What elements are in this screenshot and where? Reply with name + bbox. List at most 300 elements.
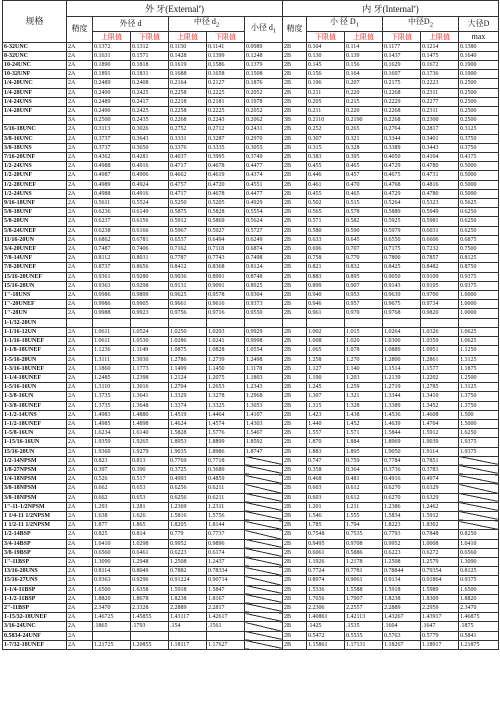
int-mid-upper-cell: 1.5989 — [421, 585, 459, 594]
outer-lower-cell: 1.0524 — [131, 327, 169, 336]
internal-class-cell: 2B — [283, 475, 307, 484]
outer-lower-cell: 0.517 — [131, 475, 169, 484]
internal-class-cell: 2B — [283, 493, 307, 502]
ext-mid-upper-cell: 0.4757 — [169, 180, 207, 189]
table-row — [3, 401, 499, 410]
external-class-cell: 2A — [67, 401, 93, 410]
ext-mid-upper-cell: 0.1428 — [169, 51, 207, 60]
table-row — [3, 134, 499, 143]
int-minor-lower-cell: 0.603 — [307, 484, 345, 493]
int-minor-upper-cell: 0.465 — [345, 189, 383, 198]
internal-class-cell: 2B — [283, 521, 307, 530]
table-row — [3, 88, 499, 97]
spec-cell: 1-1/16-18UNEF — [3, 337, 67, 346]
spec-cell: 1/4-24UNS — [3, 97, 67, 106]
int-mid-upper-cell: 2.2959 — [421, 603, 459, 612]
ext-mid-lower-cell: 0.4678 — [207, 189, 245, 198]
int-mid-lower-cell: 1.5918 — [383, 585, 421, 594]
int-mid-upper-cell: 0.6031 — [421, 226, 459, 235]
outer-lower-cell: 0.6149 — [131, 208, 169, 217]
int-minor-upper-header: 上限值 — [345, 31, 383, 42]
int-minor-upper-cell: 0.515 — [345, 199, 383, 208]
spec-cell: 1/2-14NPSM — [3, 456, 67, 465]
int-minor-upper-cell: 0.481 — [345, 475, 383, 484]
external-class-cell: 2A — [67, 640, 93, 649]
major-max-cell: 0.6875 — [459, 235, 499, 244]
outer-lower-cell: 0.4924 — [131, 180, 169, 189]
ext-minor-cell: 1.2343 — [245, 383, 283, 392]
int-mid-upper-cell: 0.4974 — [421, 475, 459, 484]
external-class-cell: 2A — [67, 502, 93, 511]
spec-cell: 1-1/2-11BSP — [3, 594, 67, 603]
ext-mid-lower-cell: 0.1399 — [207, 51, 245, 60]
external-class-cell: 2A — [67, 143, 93, 152]
int-minor-upper-cell: 0.578 — [345, 208, 383, 217]
outer-upper-cell: 1.638 — [93, 511, 131, 520]
outer-upper-cell: 0.2500 — [93, 116, 131, 125]
table-row — [3, 171, 499, 180]
external-class-cell: 2A — [67, 70, 93, 79]
internal-class-cell: 3B — [283, 116, 307, 125]
internal-class-cell: 2B — [283, 134, 307, 143]
ext-mid-upper-cell: 1.5816 — [169, 511, 207, 520]
int-minor-lower-cell: 0.696 — [307, 245, 345, 254]
int-mid-lower-cell: 0.3389 — [383, 143, 421, 152]
int-mid-upper-header: 上限值 — [421, 31, 459, 42]
external-class-cell: 2A — [67, 438, 93, 447]
spec-cell: 1 1/4-11 1/2NPSM — [3, 511, 67, 520]
ext-mid-upper-cell: 1.3374 — [169, 401, 207, 410]
ext-mid-lower-cell: 0.9616 — [207, 300, 245, 309]
int-minor-upper-cell: 1.140 — [345, 364, 383, 373]
outer-lower-cell: 1.865 — [131, 521, 169, 530]
int-mid-upper-cell: 1.0359 — [421, 337, 459, 346]
outer-lower-cell: 1.4880 — [131, 410, 169, 419]
internal-class-cell: 2B — [283, 631, 307, 640]
external-close: ) — [200, 4, 204, 14]
int-minor-lower-cell: 1.008 — [307, 337, 345, 346]
int-mid-lower-cell: 1.8969 — [383, 438, 421, 447]
table-row — [3, 162, 499, 171]
ext-mid-upper-cell — [169, 318, 207, 327]
int-mid-upper-cell: 0.91864 — [421, 576, 459, 585]
int-mid-lower-cell: 0.8425 — [383, 263, 421, 272]
spec-cell: 3/8-19BSP — [3, 548, 67, 557]
major-diameter-header: 大径D — [459, 17, 499, 32]
internal-class-cell: 2B — [283, 281, 307, 290]
int-minor-lower-cell: 1.201 — [307, 502, 345, 511]
external-class-cell: 2A — [67, 42, 93, 51]
int-minor-lower-cell: 0.7548 — [307, 530, 345, 539]
int-mid-lower-cell: 0.2175 — [383, 79, 421, 88]
ext-mid-upper-cell: 0.7162 — [169, 245, 207, 254]
outer-upper-cell: .1865 — [93, 622, 131, 631]
ext-mid-upper-cell: 1.4624 — [169, 419, 207, 428]
int-minor-upper-cell: 0.759 — [345, 456, 383, 465]
major-max-cell: 0.2500 — [459, 79, 499, 88]
spec-cell: 1"-28UN — [3, 309, 67, 318]
table-row — [3, 291, 499, 300]
ext-mid-upper-cell: 1.5828 — [169, 429, 207, 438]
table-header — [3, 1, 499, 43]
spec-cell: 15/16-20UN — [3, 447, 67, 456]
table-row — [3, 484, 499, 493]
int-mid-upper-cell: 1.4608 — [421, 410, 459, 419]
major-max-cell: 1.0625 — [459, 337, 499, 346]
int-minor-upper-cell: 1.17131 — [345, 640, 383, 649]
ext-mid-upper-cell: 1.4519 — [169, 410, 207, 419]
ext-mid-lower-cell: 1.2739 — [207, 355, 245, 364]
outer-lower-cell: 0.1571 — [131, 51, 169, 60]
major-max-cell: 1.6500 — [459, 585, 499, 594]
ext-mid-upper-cell: 0.2268 — [169, 116, 207, 125]
outer-lower-cell: 0.8049 — [131, 567, 169, 576]
outer-lower-cell: 0.6166 — [131, 226, 169, 235]
major-max-cell: 1.0000 — [459, 300, 499, 309]
major-max-cell: 0.1900 — [459, 70, 499, 79]
external-class-cell: 2A — [67, 97, 93, 106]
internal-class-cell: 2B — [283, 603, 307, 612]
int-minor-lower-cell: 0.156 — [307, 70, 345, 79]
ext-mid-lower-cell: 0.7718 — [207, 456, 245, 465]
int-mid-lower-cell: 1.8223 — [383, 521, 421, 530]
int-minor-upper-cell: 0.770 — [345, 254, 383, 263]
int-mid-lower-cell: 0.9675 — [383, 300, 421, 309]
spec-cell: 1-1/16-12UN — [3, 327, 67, 336]
ext-mid-lower-cell: 0.4859 — [207, 475, 245, 484]
int-minor-lower-cell: 0.468 — [307, 475, 345, 484]
int-mid-lower-cell: 0.1629 — [383, 61, 421, 70]
external-class-cell: 2A — [67, 235, 93, 244]
int-mid-upper-cell: 0.1475 — [421, 51, 459, 60]
external-class-cell: 2A — [67, 134, 93, 143]
outer-upper-cell: 2.3470 — [93, 603, 131, 612]
ext-minor-cell: 0.3055 — [245, 143, 283, 152]
int-mid-upper-cell: 1.2202 — [421, 373, 459, 382]
int-minor-lower-cell: 1.127 — [307, 364, 345, 373]
major-max-cell: 1.0625 — [459, 327, 499, 336]
int-minor-lower-cell: 1.245 — [307, 383, 345, 392]
int-mid-upper-cell: 0.1736 — [421, 70, 459, 79]
major-max-cell: 0.1640 — [459, 51, 499, 60]
int-mid-upper-cell: 0.2223 — [421, 79, 459, 88]
outer-lower-cell: 0.9905 — [131, 300, 169, 309]
ext-mid-upper-cell: 0.4993 — [169, 475, 207, 484]
ext-mid-lower-cell: 1.0828 — [207, 346, 245, 355]
int-minor-upper-cell: 0.645 — [345, 235, 383, 244]
outer-upper-cell: 1.8820 — [93, 594, 131, 603]
ext-mid-lower-cell: 1.17627 — [207, 640, 245, 649]
internal-class-cell: 2B — [283, 337, 307, 346]
int-mid-lower-cell: 0.5979 — [383, 226, 421, 235]
int-mid-upper-cell: 1.3452 — [421, 401, 459, 410]
int-mid-lower-cell: 0.2229 — [383, 97, 421, 106]
ext-minor-cell: 0.4374 — [245, 171, 283, 180]
int-minor-upper-cell: 1.259 — [345, 383, 383, 392]
ext-mid-upper-cell: 0.2164 — [169, 79, 207, 88]
ext-mid-lower-cell: 0.2712 — [207, 125, 245, 134]
int-mid-lower-cell: 0.5925 — [383, 217, 421, 226]
int-minor-upper-cell: 0.953 — [345, 291, 383, 300]
spec-cell: 8-32UNC — [3, 51, 67, 60]
int-minor-lower-cell: 1.190 — [307, 373, 345, 382]
outer-lower-cell: 1.3030 — [131, 355, 169, 364]
ext-minor-cell: 1.8747 — [245, 447, 283, 456]
spec-cell: 1-7/32-18UNEF — [3, 640, 67, 649]
table-row — [3, 189, 499, 198]
int-mid-lower-cell: 2.2889 — [383, 603, 421, 612]
major-max-cell: 0.9375 — [459, 272, 499, 281]
spec-cell: 1-5/16-16UN — [3, 383, 67, 392]
int-mid-lower-cell: 0.1697 — [383, 70, 421, 79]
external-class-cell: 2A — [67, 153, 93, 162]
external-class-cell: 2A — [67, 493, 93, 502]
spec-cell: 11/16-20UN — [3, 235, 67, 244]
internal-class-cell: 2B — [283, 291, 307, 300]
ext-minor-cell: 1.3053 — [245, 401, 283, 410]
int-mid-upper-cell: 0.7848 — [421, 530, 459, 539]
internal-class-cell: 2B — [283, 272, 307, 281]
internal-class-cell: 2B — [283, 594, 307, 603]
internal-class-cell: 2B — [283, 585, 307, 594]
ext-minor-cell: 1.5467 — [245, 429, 283, 438]
external-sup: e — [198, 5, 201, 10]
ext-mid-upper-cell: 0.2218 — [169, 97, 207, 106]
spec-header: 规格 — [3, 1, 67, 43]
int-minor-lower-cell: 1.307 — [307, 392, 345, 401]
spec-cell: 7/8-20UNEF — [3, 263, 67, 272]
ext-minor-cell: 0.9550 — [245, 309, 283, 318]
internal-class-cell — [283, 318, 307, 327]
table-row — [3, 603, 499, 612]
table-row — [3, 107, 499, 116]
int-minor-lower-cell: 0.9495 — [307, 539, 345, 548]
table-row — [3, 79, 499, 88]
outer-upper-cell: 1.2485 — [93, 373, 131, 382]
ext-minor-cell — [245, 613, 283, 622]
outer-upper-cell — [93, 631, 131, 640]
int-minor-lower-cell: 1.065 — [307, 346, 345, 355]
outer-lower-cell: 0.9296 — [131, 576, 169, 585]
ext-minor-cell: 0.7498 — [245, 254, 283, 263]
table-row — [3, 548, 499, 557]
outer-lower-cell: 0.814 — [131, 530, 169, 539]
int-mid-lower-cell: 0.3736 — [383, 465, 421, 474]
int-mid-upper-cell: 0.2300 — [421, 116, 459, 125]
internal-class-cell: 2B — [283, 640, 307, 649]
outer-lower-header: 下限值 — [131, 31, 169, 42]
external-class-cell: 2A — [67, 539, 93, 548]
table-row — [3, 116, 499, 125]
major-max-cell — [459, 465, 499, 474]
major-max-cell — [459, 475, 499, 484]
table-row — [3, 594, 499, 603]
outer-lower-cell: 0.1312 — [131, 42, 169, 51]
ext-minor-cell: 0.4477 — [245, 189, 283, 198]
spec-cell: 3/8-16UNC — [3, 134, 67, 143]
table-row — [3, 419, 499, 428]
int-minor-upper-cell: 2.2557 — [345, 603, 383, 612]
internal-class-cell: 2B — [283, 153, 307, 162]
int-minor-lower-cell: 0.315 — [307, 143, 345, 152]
internal-class-cell: 2B — [283, 346, 307, 355]
int-mid-lower-cell: 0.2268 — [383, 88, 421, 97]
ext-mid-lower-cell — [207, 318, 245, 327]
int-mid-lower-cell: 1.3344 — [383, 392, 421, 401]
int-minor-lower-cell: 1.423 — [307, 410, 345, 419]
outer-upper-cell: 1.4985 — [93, 419, 131, 428]
outer-upper-cell: 0.4988 — [93, 162, 131, 171]
int-mid-upper-cell: 1.9039 — [421, 438, 459, 447]
major-max-cell — [459, 511, 499, 520]
ext-minor-cell — [245, 456, 283, 465]
internal-precision-header: 精度 — [283, 17, 307, 43]
int-mid-upper-cell: 0.9195 — [421, 281, 459, 290]
int-mid-lower-cell — [383, 318, 421, 327]
ext-minor-cell: 0.3749 — [245, 153, 283, 162]
external-thread-header — [67, 1, 283, 17]
spec-cell: 1-15/16-16UN — [3, 438, 67, 447]
int-mid-upper-cell: 0.9700 — [421, 291, 459, 300]
major-max-cell: 0.1380 — [459, 42, 499, 51]
major-max-cell: 1.46875 — [459, 613, 499, 622]
ext-mid-lower-cell: 0.2243 — [207, 116, 245, 125]
outer-lower-cell: 0.4906 — [131, 171, 169, 180]
external-class-cell: 2A — [67, 594, 93, 603]
int-minor-upper-cell: 0.582 — [345, 217, 383, 226]
major-max-cell: 1.5000 — [459, 419, 499, 428]
spec-cell: 1-1/2-14UNS — [3, 410, 67, 419]
external-class-cell: 2A — [67, 383, 93, 392]
int-mid-upper-cell: 1.18917 — [421, 640, 459, 649]
outer-lower-cell: 1.3016 — [131, 383, 169, 392]
table-row — [3, 557, 499, 566]
ext-minor-cell: 1.8592 — [245, 438, 283, 447]
external-class-cell: 2A — [67, 291, 93, 300]
outer-upper-cell: 1.3735 — [93, 392, 131, 401]
table-row — [3, 567, 499, 576]
outer-upper-cell: 0.2489 — [93, 79, 131, 88]
spec-cell: 7/16-20UNF — [3, 153, 67, 162]
table-row — [3, 226, 499, 235]
ext-mid-lower-cell: 1.8167 — [207, 594, 245, 603]
outer-lower-cell: 1.1773 — [131, 364, 169, 373]
int-mid-upper-cell: 1.9114 — [421, 447, 459, 456]
int-mid-upper-cell: 0.2277 — [421, 97, 459, 106]
ext-minor-cell: 0.4551 — [245, 180, 283, 189]
outer-upper-cell: 0.2489 — [93, 97, 131, 106]
table-row — [3, 383, 499, 392]
ext-mid-lower-cell — [207, 631, 245, 640]
int-minor-upper-cell: 0.612 — [345, 484, 383, 493]
outer-lower-cell: 1.45855 — [131, 613, 169, 622]
major-max-cell — [459, 318, 499, 327]
major-max-cell: 1.21875 — [459, 640, 499, 649]
int-minor-lower-cell: 1.7656 — [307, 594, 345, 603]
major-max-cell — [459, 502, 499, 511]
int-minor-lower-cell: 0.758 — [307, 254, 345, 263]
outer-lower-cell — [131, 631, 169, 640]
spec-cell: 1 1/2-11 1/2NPSM — [3, 521, 67, 530]
int-mid-lower-cell: 0.9768 — [383, 309, 421, 318]
internal-class-cell: 2B — [283, 355, 307, 364]
outer-lower-cell: 0.8031 — [131, 254, 169, 263]
outer-diameter-header: 外径 d — [93, 17, 169, 32]
int-minor-lower-cell: 1.546 — [307, 511, 345, 520]
int-mid-lower-cell: 0.4729 — [383, 162, 421, 171]
int-minor-upper-cell: 1.270 — [345, 355, 383, 364]
int-mid-lower-cell: 1.8238 — [383, 594, 421, 603]
major-max-cell: 1.8820 — [459, 594, 499, 603]
ext-mid-lower-cell: 0.9578 — [207, 291, 245, 300]
outer-upper-cell: 0.4988 — [93, 189, 131, 198]
external-class-cell: 2A — [67, 603, 93, 612]
ext-mid-lower-cell: 0.5828 — [207, 208, 245, 217]
ext-mid-upper-cell: 1.0286 — [169, 337, 207, 346]
ext-mid-lower-cell: 1.3325 — [207, 401, 245, 410]
ext-mid-lower-cell: 0.9716 — [207, 309, 245, 318]
int-mid-lower-cell: 1.2139 — [383, 373, 421, 382]
spec-cell: 1/4-28UNF — [3, 88, 67, 97]
internal-class-cell: 2B — [283, 576, 307, 585]
internal-class-cell: 2B — [283, 125, 307, 134]
major-max-cell: 0.8250 — [459, 530, 499, 539]
spec-cell: 1"-11BSP — [3, 557, 67, 566]
ext-mid-lower-cell: 0.6211 — [207, 484, 245, 493]
ext-minor-cell — [245, 594, 283, 603]
major-max-cell: 0.6250 — [459, 226, 499, 235]
int-mid-lower-cell: 0.6550 — [383, 235, 421, 244]
table-row — [3, 475, 499, 484]
outer-upper-cell: 0.662 — [93, 484, 131, 493]
ext-mid-lower-cell: 0.5869 — [207, 217, 245, 226]
int-mid-lower-cell: .1604 — [383, 622, 421, 631]
ext-mid-lower-cell: 0.90714 — [207, 576, 245, 585]
internal-class-cell: 2B — [283, 383, 307, 392]
int-minor-upper-cell — [345, 318, 383, 327]
spec-cell: 9/16-18UNF — [3, 199, 67, 208]
int-mid-lower-cell: 0.5763 — [383, 631, 421, 640]
ext-minor-cell — [245, 567, 283, 576]
ext-mid-upper-cell: 0.2752 — [169, 125, 207, 134]
internal-class-cell: 2B — [283, 364, 307, 373]
int-mid-upper-cell: 0.7857 — [421, 254, 459, 263]
int-mid-upper-cell: 0.7851 — [421, 456, 459, 465]
int-minor-lower-cell: 0.196 — [307, 79, 345, 88]
major-max-cell: 0.6250 — [459, 208, 499, 217]
spec-cell: 1-5/8-16UN — [3, 429, 67, 438]
int-minor-lower-cell: 1.883 — [307, 447, 345, 456]
internal-class-cell: 2B — [283, 79, 307, 88]
internal-class-cell: 2B — [283, 208, 307, 217]
ext-minor-cell: 1.1178 — [245, 364, 283, 373]
ext-minor-cell: 0.0989 — [245, 42, 283, 51]
outer-upper-cell: 0.6237 — [93, 217, 131, 226]
int-minor-lower-cell: 0.307 — [307, 134, 345, 143]
outer-upper-cell: 0.4362 — [93, 153, 131, 162]
ext-mid-lower-cell: 0.7743 — [207, 254, 245, 263]
external-class-cell: 2A — [67, 475, 93, 484]
int-minor-diameter-header — [307, 17, 383, 32]
outer-lower-cell: 0.3643 — [131, 134, 169, 143]
external-class-cell: 2A — [67, 107, 93, 116]
ext-minor-cell — [245, 557, 283, 566]
spec-cell: 3/8-18UNS — [3, 143, 67, 152]
int-minor-upper-cell: 1.328 — [345, 401, 383, 410]
major-max-cell: 1.2500 — [459, 373, 499, 382]
major-max-cell: 1.6250 — [459, 429, 499, 438]
ext-mid-upper-cell: 0.6223 — [169, 548, 207, 557]
